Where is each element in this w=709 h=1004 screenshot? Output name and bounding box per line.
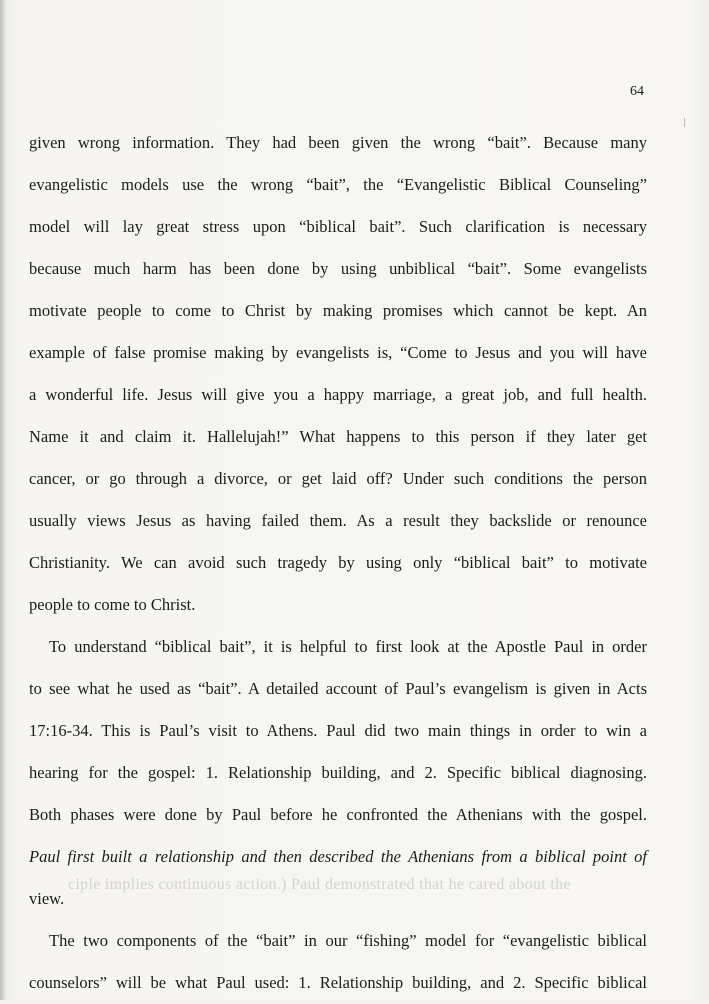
margin-mark [684,118,685,127]
text-line: Christianity. We can avoid such tragedy by using only “biblical bait” to motivate [29,553,647,572]
text-line: usually views Jesus as having failed them. As a result they backslide or renounce [29,511,647,530]
text-line: counselors” will be what Paul used: 1. Relationship building, and 2. Specific biblical [29,973,647,992]
page-edge-shadow [0,0,6,1000]
text-line: a wonderful life. Jesus will give you a happy marriage, a great job, and full health. [29,385,647,404]
text-line: view. [29,889,65,908]
text-line: hearing for the gospel: 1. Relationship building, and 2. Specific biblical diagnosing. [29,763,647,782]
text-line: The two components of the “bait” in our “fishing” model for “evangelistic biblical [49,931,647,950]
body-text [29,122,647,1004]
text-line: people to come to Christ. [29,595,196,614]
text-line: example of false promise making by evangelists is, “Come to Jesus and you will have [29,343,647,362]
text-line: 17:16-34. This is Paul’s visit to Athens. Paul did two main things in order to win a [29,721,647,740]
text-line: Both phases were done by Paul before he confronted the Athenians with the gospel. [29,805,647,824]
text-line: motivate people to come to Christ by making promises which cannot be kept. An [29,301,647,320]
text-line: because much harm has been done by using unbiblical “bait”. Some evangelists [29,259,647,278]
text-line: to see what he used as “bait”. A detailed account of Paul’s evangelism is given in Acts [29,679,647,698]
italic-text-line: Paul first built a relationship and then described the Athenians from a biblical point of [29,847,647,866]
text-line: given wrong information. They had been given the wrong “bait”. Because many [29,133,647,152]
text-line: Name it and claim it. Hallelujah!” What happens to this person if they later get [29,427,647,446]
page-number: 64 [630,84,644,99]
text-line: cancer, or go through a divorce, or get laid off? Under such conditions the person [29,469,647,488]
text-line: evangelistic models use the wrong “bait”, the “Evangelistic Biblical Counseling” [29,175,647,194]
bleed-through-text: ciple implies continuous action.) Paul demonstrated that he cared about the [68,876,571,893]
text-line: To understand “biblical bait”, it is helpful to first look at the Apostle Paul in order [49,637,647,656]
text-line: model will lay great stress upon “biblical bait”. Such clarification is necessary [29,217,647,236]
